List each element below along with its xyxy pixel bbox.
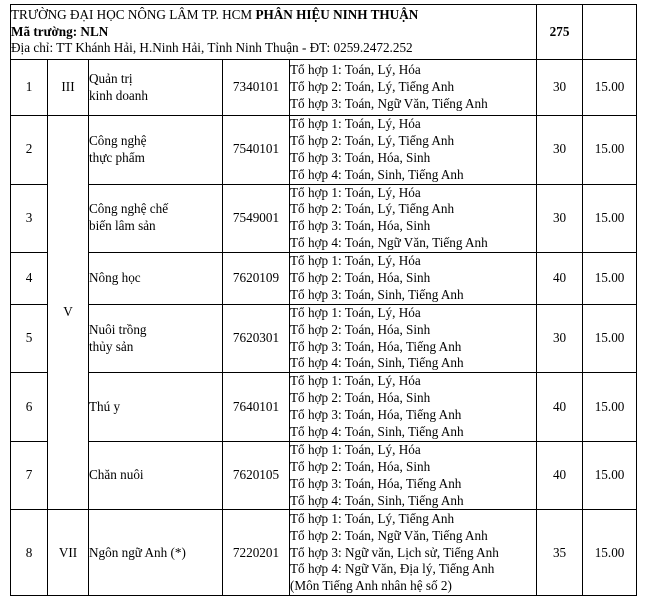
- row-score: 15.00: [583, 304, 637, 373]
- admissions-sheet: [0, 4, 646, 594]
- combo-line: Tổ hợp 4: Toán, Sinh, Tiếng Anh: [290, 492, 464, 508]
- combo-line: Tổ hợp 3: Toán, Hóa, Tiếng Anh: [290, 338, 462, 354]
- combo-line: Tổ hợp 1: Toán, Lý, Hóa: [290, 441, 421, 457]
- major-name-line: Quản trị: [89, 70, 133, 86]
- combo-line: Tổ hợp 2: Toán, Hóa, Sinh: [290, 321, 431, 337]
- row-stt: 4: [11, 253, 48, 305]
- row-score: 15.00: [583, 510, 637, 596]
- school-address-line: Địa chỉ: TT Khánh Hải, H.Ninh Hải, Tỉnh Ninh Thuận - ĐT: 0259.2472.252: [11, 40, 413, 56]
- table-row: [11, 510, 637, 596]
- school-header-cell: [11, 5, 537, 60]
- row-major-name: [89, 510, 223, 596]
- table-row: [11, 116, 637, 185]
- row-quota: 30: [537, 304, 583, 373]
- major-name-line: biến lâm sản: [89, 218, 156, 234]
- admissions-table: [10, 4, 637, 596]
- school-total-score: [583, 5, 637, 60]
- combo-line: Tổ hợp 3: Toán, Sinh, Tiếng Anh: [290, 286, 464, 302]
- row-major-name: [89, 184, 223, 253]
- major-name-line: Công nghệ: [89, 132, 147, 148]
- major-name-line: thực phẩm: [89, 149, 145, 165]
- combo-line: Tổ hợp 3: Ngữ văn, Lịch sử, Tiếng Anh: [290, 544, 499, 560]
- table-row: [11, 184, 637, 253]
- combo-line: Tổ hợp 4: Ngữ Văn, Địa lý, Tiếng Anh: [290, 561, 495, 577]
- major-name-line: thủy sản: [89, 338, 134, 354]
- row-stt: 2: [11, 116, 48, 185]
- combo-line: Tổ hợp 2: Toán, Hóa, Sinh: [290, 390, 431, 406]
- combo-line: Tổ hợp 1: Toán, Lý, Hóa: [290, 116, 421, 131]
- row-stt: 6: [11, 373, 48, 442]
- major-name-line: Ngôn ngữ Anh (*): [89, 544, 186, 560]
- major-name-line: Nuôi trồng: [89, 321, 147, 337]
- major-name-line: Chăn nuôi: [89, 467, 144, 483]
- row-group: III: [48, 60, 89, 116]
- row-major-code: 7340101: [223, 60, 290, 116]
- row-stt: 1: [11, 60, 48, 116]
- combo-line: Tổ hợp 3: Toán, Ngữ Văn, Tiếng Anh: [290, 95, 488, 111]
- major-name-line: Nông học: [89, 270, 141, 286]
- row-quota: 40: [537, 373, 583, 442]
- row-combos: [290, 60, 537, 116]
- row-stt: 7: [11, 441, 48, 510]
- row-major-code: 7540101: [223, 116, 290, 185]
- combo-line: Tổ hợp 4: Toán, Sinh, Tiếng Anh: [290, 424, 464, 440]
- row-group: V: [48, 116, 89, 510]
- row-score: 15.00: [583, 253, 637, 305]
- row-major-name: [89, 60, 223, 116]
- row-stt: 8: [11, 510, 48, 596]
- combo-line: Tổ hợp 1: Toán, Lý, Hóa: [290, 373, 421, 389]
- row-quota: 30: [537, 116, 583, 185]
- row-quota: 30: [537, 60, 583, 116]
- table-row: [11, 441, 637, 510]
- row-quota: 30: [537, 184, 583, 253]
- row-major-code: 7620109: [223, 253, 290, 305]
- combo-line: Tổ hợp 3: Toán, Hóa, Sinh: [290, 149, 431, 165]
- row-major-name: [89, 304, 223, 373]
- table-row: [11, 60, 637, 116]
- combo-line: Tổ hợp 4: Toán, Sinh, Tiếng Anh: [290, 166, 464, 182]
- row-score: 15.00: [583, 184, 637, 253]
- row-combos: [290, 304, 537, 373]
- row-score: 15.00: [583, 441, 637, 510]
- major-name-line: Thú y: [89, 398, 121, 414]
- combo-line: Tổ hợp 2: Toán, Lý, Tiếng Anh: [290, 201, 455, 217]
- school-title-line: [11, 7, 536, 24]
- row-quota: 40: [537, 253, 583, 305]
- row-major-code: 7620105: [223, 441, 290, 510]
- table-row: [11, 304, 637, 373]
- row-major-code: 7640101: [223, 373, 290, 442]
- combo-line: Tổ hợp 3: Toán, Hóa, Sinh: [290, 218, 431, 234]
- combo-line: Tổ hợp 2: Toán, Hóa, Sinh: [290, 270, 431, 286]
- row-major-name: [89, 441, 223, 510]
- school-title-normal: TRƯỜNG ĐẠI HỌC NÔNG LÂM TP. HCM: [11, 6, 256, 22]
- school-title-bold: PHÂN HIỆU NINH THUẬN: [255, 6, 419, 22]
- combo-line: Tổ hợp 2: Toán, Ngữ Văn, Tiếng Anh: [290, 527, 488, 543]
- row-quota: 40: [537, 441, 583, 510]
- combo-line: Tổ hợp 1: Toán, Lý, Hóa: [290, 184, 421, 200]
- combo-line: Tổ hợp 2: Toán, Hóa, Sinh: [290, 458, 431, 474]
- combo-line: Tổ hợp 3: Toán, Hóa, Tiếng Anh: [290, 407, 462, 423]
- row-stt: 3: [11, 184, 48, 253]
- row-major-name: [89, 253, 223, 305]
- row-combos: [290, 510, 537, 596]
- combo-line: Tổ hợp 1: Toán, Lý, Hóa: [290, 253, 421, 269]
- row-combos: [290, 441, 537, 510]
- major-name-line: Công nghệ chế: [89, 201, 169, 217]
- major-name-line: kinh doanh: [89, 87, 148, 103]
- combo-line: Tổ hợp 1: Toán, Lý, Hóa: [290, 62, 421, 78]
- row-score: 15.00: [583, 373, 637, 442]
- row-quota: 35: [537, 510, 583, 596]
- combo-line: Tổ hợp 1: Toán, Lý, Hóa: [290, 304, 421, 320]
- combo-line: Tổ hợp 3: Toán, Hóa, Tiếng Anh: [290, 475, 462, 491]
- row-score: 15.00: [583, 116, 637, 185]
- school-total-quota: 275: [537, 5, 583, 60]
- row-major-code: 7620301: [223, 304, 290, 373]
- row-combos: [290, 116, 537, 185]
- row-combos: [290, 373, 537, 442]
- combo-note-line: (Môn Tiếng Anh nhân hệ số 2): [290, 578, 452, 594]
- combo-line: Tổ hợp 2: Toán, Lý, Tiếng Anh: [290, 132, 455, 148]
- combo-line: Tổ hợp 2: Toán, Lý, Tiếng Anh: [290, 79, 455, 95]
- row-score: 15.00: [583, 60, 637, 116]
- school-code-line: Mã trường: NLN: [11, 23, 109, 39]
- school-header-row: [11, 5, 637, 60]
- row-major-name: [89, 116, 223, 185]
- combo-line: Tổ hợp 4: Toán, Sinh, Tiếng Anh: [290, 355, 464, 371]
- row-major-name: [89, 373, 223, 442]
- row-group: VII: [48, 510, 89, 596]
- row-stt: 5: [11, 304, 48, 373]
- table-row: [11, 253, 637, 305]
- row-major-code: 7220201: [223, 510, 290, 596]
- table-row: [11, 373, 637, 442]
- admissions-table-body: [11, 5, 637, 596]
- combo-line: Tổ hợp 4: Toán, Ngữ Văn, Tiếng Anh: [290, 235, 488, 251]
- combo-line: Tổ hợp 1: Toán, Lý, Tiếng Anh: [290, 510, 455, 526]
- row-combos: [290, 253, 537, 305]
- row-combos: [290, 184, 537, 253]
- row-major-code: 7549001: [223, 184, 290, 253]
